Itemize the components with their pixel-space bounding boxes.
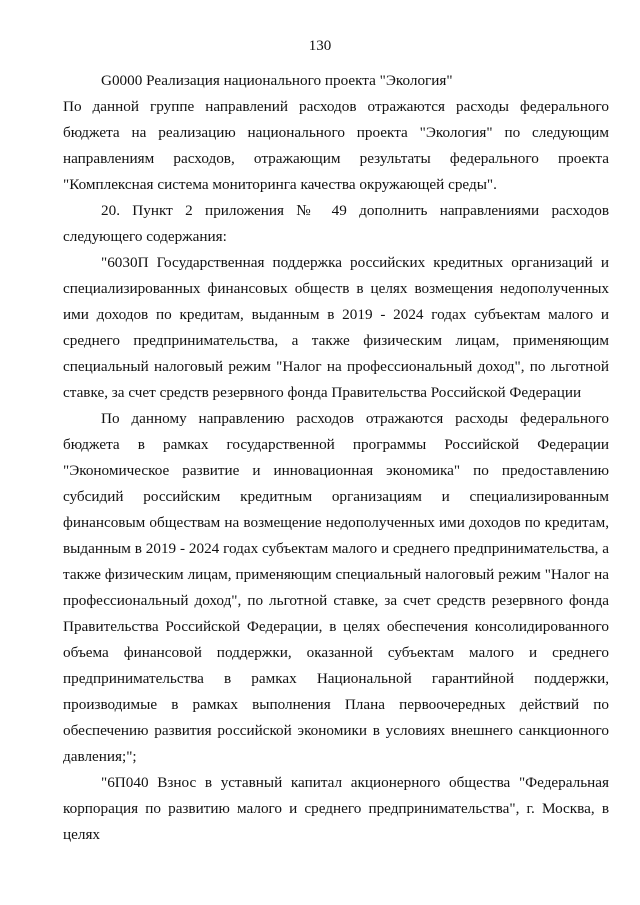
page-number: 130 bbox=[308, 38, 332, 54]
section-heading: G0000 Реализация национального проекта "Экология" bbox=[101, 72, 453, 89]
paragraph-expense-6p040: "6П040 Взнос в уставный капитал акционерного общества "Федеральная корпорация по развитию малого и среднего предпринимательства", г. Москва, в целях bbox=[63, 774, 609, 843]
paragraph-section-description: По данной группе направлений расходов отражаются расходы федерального бюджета на реализацию национального проекта "Экология" по следующим направлениям расходов, отражающим результаты федерального проекта "Комплексная система мониторинга качества окружающей среды". bbox=[63, 98, 609, 193]
paragraph-expense-6030p: "6030П Государственная поддержка российских кредитных организаций и специализированных финансовых обществ в целях возмещения недополученных ими доходов по кредитам, выданным в 2019 - 2024 годах субъектам малого и среднего предпринимательства, а также физическим лицам, применяющим специальный налоговый режим "Налог на профессиональный доход", по льготной ставке, за счет средств резервного фонда Правительства Российской Федерации bbox=[63, 254, 609, 401]
paragraph-amendment-intro: 20. Пункт 2 приложения № 49 дополнить направлениями расходов следующего содержания: bbox=[63, 202, 609, 245]
document-body bbox=[63, 68, 609, 848]
paragraph-expense-6030p-description: По данному направлению расходов отражаются расходы федерального бюджета в рамках государственной программы Российской Федерации "Экономическое развитие и инновационная экономика" по предоставлению субсидий российским кредитным организациям и специализированным финансовым обществам на возмещение недополученных ими доходов по кредитам, выданным в 2019 - 2024 годах субъектам малого и среднего предпринимательства, а также физическим лицам, применяющим специальный налоговый режим "Налог на профессиональный доход", по льготной ставке, за счет средств резервного фонда Правительства Российской Федерации, в целях обеспечения консолидированного объема финансовой поддержки, оказанной субъектам малого и среднего предпринимательства в рамках Национальной гарантийной поддержки, производимые в рамках выполнения Плана первоочередных действий по обеспечению развития российской экономики в условиях внешнего санкционного давления;"; bbox=[63, 410, 609, 765]
